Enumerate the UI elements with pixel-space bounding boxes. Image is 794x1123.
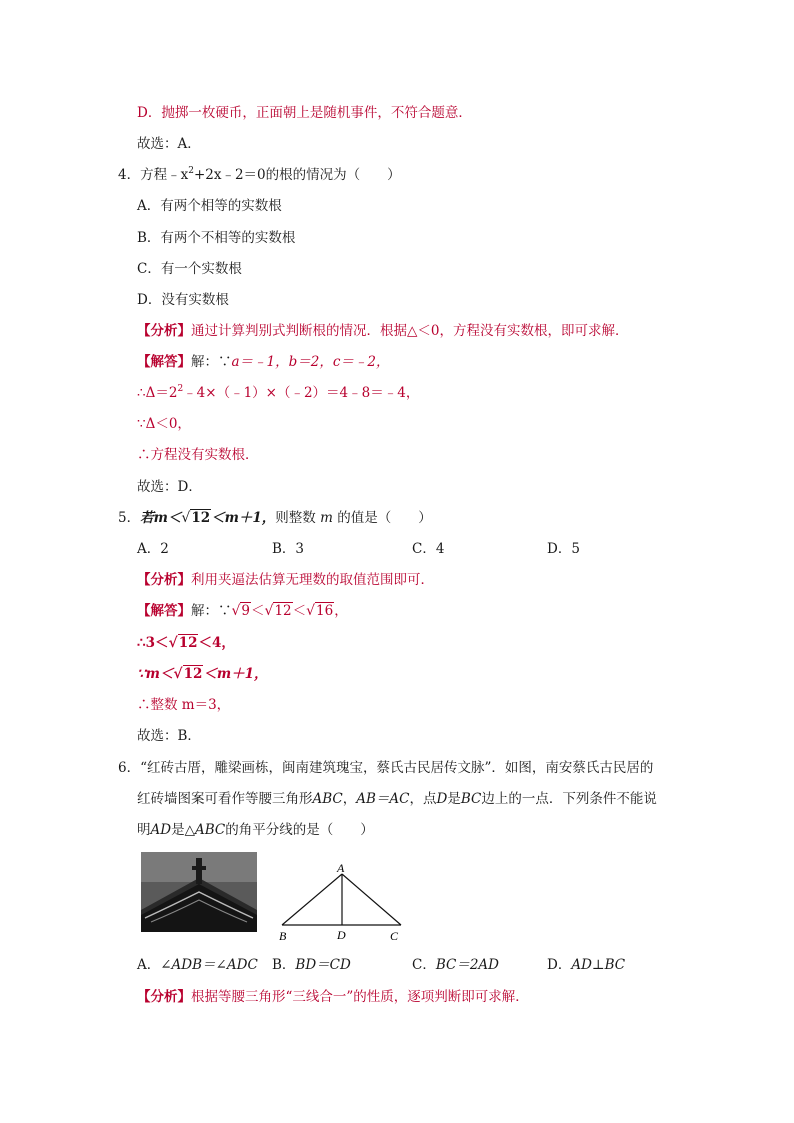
q5-step-1: ∴3＜√12＜4，	[137, 635, 235, 651]
label-b: B	[279, 929, 287, 943]
q4-stem: 4．方程$﹣x^2+2x﹣2=0$的根的情况为（ ）	[118, 166, 401, 183]
label-c: C	[390, 929, 399, 943]
q5-option-d: D．5	[547, 541, 580, 557]
q4-choice: 故选：D．	[137, 479, 202, 495]
q6-stem-line-2: 红砖墙图案可看作等腰三角形ABC，AB＝AC，点D是BC边上的一点．下列条件不能说	[137, 791, 657, 807]
q6-stem-line-1: 6．“红砖古厝，雕梁画栋，闽南建筑瑰宝，蔡氏古民居传文脉”．如图，南安蔡氏古民居的	[118, 760, 654, 776]
q5-option-c: C．4	[412, 541, 445, 557]
q5-step-2: ∵m＜√12＜m＋1，	[137, 666, 268, 682]
q6-analysis: 【分析】根据等腰三角形“三线合一”的性质，逐项判断即可求解．	[137, 989, 529, 1005]
roof-photo	[141, 852, 257, 932]
q5-stem: 5．若m＜√12＜m＋1，则整数 m 的值是（ ）	[118, 510, 432, 526]
q6-option-a: A．∠ADB＝∠ADC	[137, 957, 258, 973]
q4-step-1: $\therefore\Delta=2^2﹣4\times(﹣1)\times(﹣2)=4﹣8=﹣4$，	[137, 384, 420, 401]
q5-number: 5．	[118, 510, 141, 526]
q5-step-3: ∴整数 m＝3，	[137, 697, 231, 713]
roof-photo-drawing	[141, 852, 257, 932]
q5-answer: 【解答】解：∵√9＜√12＜√16，	[137, 603, 348, 619]
q6-stem-line-3: 明AD是△ABC的角平分线的是（ ）	[137, 822, 374, 838]
q4-step-2: ∵Δ＜0，	[137, 416, 191, 432]
q4-option-b: B．有两个不相等的实数根	[137, 230, 296, 246]
triangle-figure	[270, 862, 410, 944]
q6-number: 6．	[118, 760, 141, 776]
q5-option-b: B．3	[272, 541, 305, 557]
q4-equation: $﹣x^2+2x﹣2=0$	[167, 166, 266, 183]
q4-analysis: 【分析】通过计算判别式判断根的情况．根据△＜0，方程没有实数根，即可求解．	[137, 323, 629, 339]
q4-option-a: A．有两个相等的实数根	[137, 198, 282, 214]
q5-choice: 故选：B．	[137, 728, 201, 744]
label-a: A	[337, 862, 345, 875]
q5-analysis: 【分析】利用夹逼法估算无理数的取值范围即可．	[137, 572, 434, 588]
q6-option-b: B．BD＝CD	[272, 957, 351, 973]
q6-option-d: D．AD⊥BC	[547, 957, 626, 973]
q4-number: 4．	[118, 167, 141, 183]
q4-option-d: D．没有实数根	[137, 292, 229, 308]
q4-answer: 【解答】解：∵a＝﹣1，b＝2，c＝﹣2，	[137, 354, 390, 370]
q3-choice: 故选：A．	[137, 136, 201, 152]
q4-step-3: ∴方程没有实数根．	[137, 447, 259, 463]
q4-option-c: C．有一个实数根	[137, 261, 242, 277]
label-d: D	[337, 928, 346, 942]
q3-option-d: D．抛掷一枚硬币，正面朝上是随机事件，不符合题意．	[137, 105, 472, 121]
q6-option-c: C．BC＝2AD	[412, 957, 500, 973]
q5-option-a: A．2	[137, 541, 169, 557]
